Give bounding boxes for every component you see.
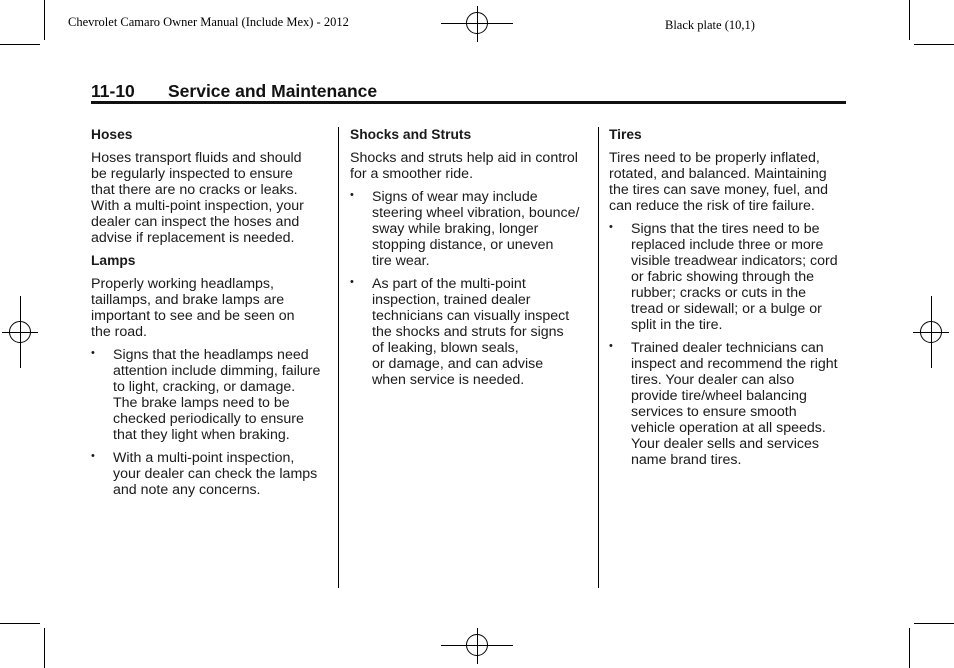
section-heading: Shocks and Struts [350, 127, 472, 142]
bullet-text: Signs of wear may include steering wheel vibration, bounce/ sway while braking, longer stopping distance, or uneven tire wear. [372, 189, 580, 269]
bullet-text: With a multi-point inspection, your dealer can check the lamps and note any concerns. [113, 450, 318, 498]
registration-mark-bottom [441, 628, 513, 664]
crop-mark [909, 628, 910, 668]
bullet-icon: • [350, 189, 354, 201]
crop-mark [44, 0, 45, 40]
bullet-icon: • [350, 276, 354, 288]
bullet-text: Signs that the headlamps need attention include dimming, failure to light, cracking, or damage. The brake lamps need to be checked periodically to ensure that they light when braking. [113, 347, 321, 443]
bullet-list [609, 221, 849, 468]
bullet-text: Signs that the tires need to be replaced include three or more visible treadwear indicators; cord or fabric showing through the rubber; cracks or cuts in the tread or sidewall; or a bulge or split in the tire. [631, 221, 838, 333]
registration-mark-left [2, 296, 38, 368]
bullet-icon: • [91, 450, 95, 462]
bullet-icon: • [609, 221, 613, 233]
crop-mark [0, 44, 40, 45]
bullet-list [350, 189, 590, 388]
paragraph: Tires need to be properly inflated, rotated, and balanced. Maintaining the tires can save money, fuel, and can reduce the risk of tire failure. [609, 150, 828, 214]
bullet-item [91, 450, 331, 498]
bullet-list [91, 347, 331, 498]
bullet-item [350, 189, 590, 269]
column-divider [598, 127, 599, 588]
registration-mark-top [441, 6, 513, 42]
bullet-item [609, 340, 849, 468]
column-1 [91, 127, 331, 505]
bullet-text: As part of the multi-point inspection, trained dealer technicians can visually inspect the shocks and struts for signs of leaking, blown seals, or damage, and can advise when service is needed. [372, 276, 570, 388]
crop-mark [0, 623, 40, 624]
column-2 [350, 127, 590, 395]
crop-mark [914, 623, 954, 624]
section-heading: Hoses [91, 127, 133, 142]
bullet-item [350, 276, 590, 388]
bullet-icon: • [609, 340, 613, 352]
paragraph: Properly working headlamps, taillamps, and brake lamps are important to see and be seen on the road. [91, 276, 295, 340]
section-heading: Tires [609, 127, 642, 142]
bullet-text: Trained dealer technicians can inspect and recommend the right tires. Your dealer can also provide tire/wheel balancing services to ensure smooth vehicle operation at all speeds. Your dealer sells and services name brand tires. [631, 340, 838, 468]
paragraph: Hoses transport fluids and should be regularly inspected to ensure that there are no cracks or leaks. With a multi-point inspection, your dealer can inspect the hoses and advise if replacement is needed. [91, 150, 304, 246]
column-divider [338, 127, 339, 588]
plate-label: Black plate (10,1) [665, 18, 755, 32]
registration-mark-right [913, 296, 949, 368]
manual-title: Chevrolet Camaro Owner Manual (Include Mex) - 2012 [68, 15, 349, 29]
crop-mark [909, 0, 910, 40]
crop-mark [44, 628, 45, 668]
crop-mark [914, 44, 954, 45]
bullet-item [91, 347, 331, 443]
section-heading: Lamps [91, 253, 136, 268]
bullet-icon: • [91, 347, 95, 359]
bullet-item [609, 221, 849, 333]
page-number: 11-10 [91, 81, 135, 101]
paragraph: Shocks and struts help aid in control for a smoother ride. [350, 150, 578, 182]
header-rule [91, 101, 846, 104]
section-title: Service and Maintenance [168, 81, 378, 101]
column-3 [609, 127, 849, 475]
